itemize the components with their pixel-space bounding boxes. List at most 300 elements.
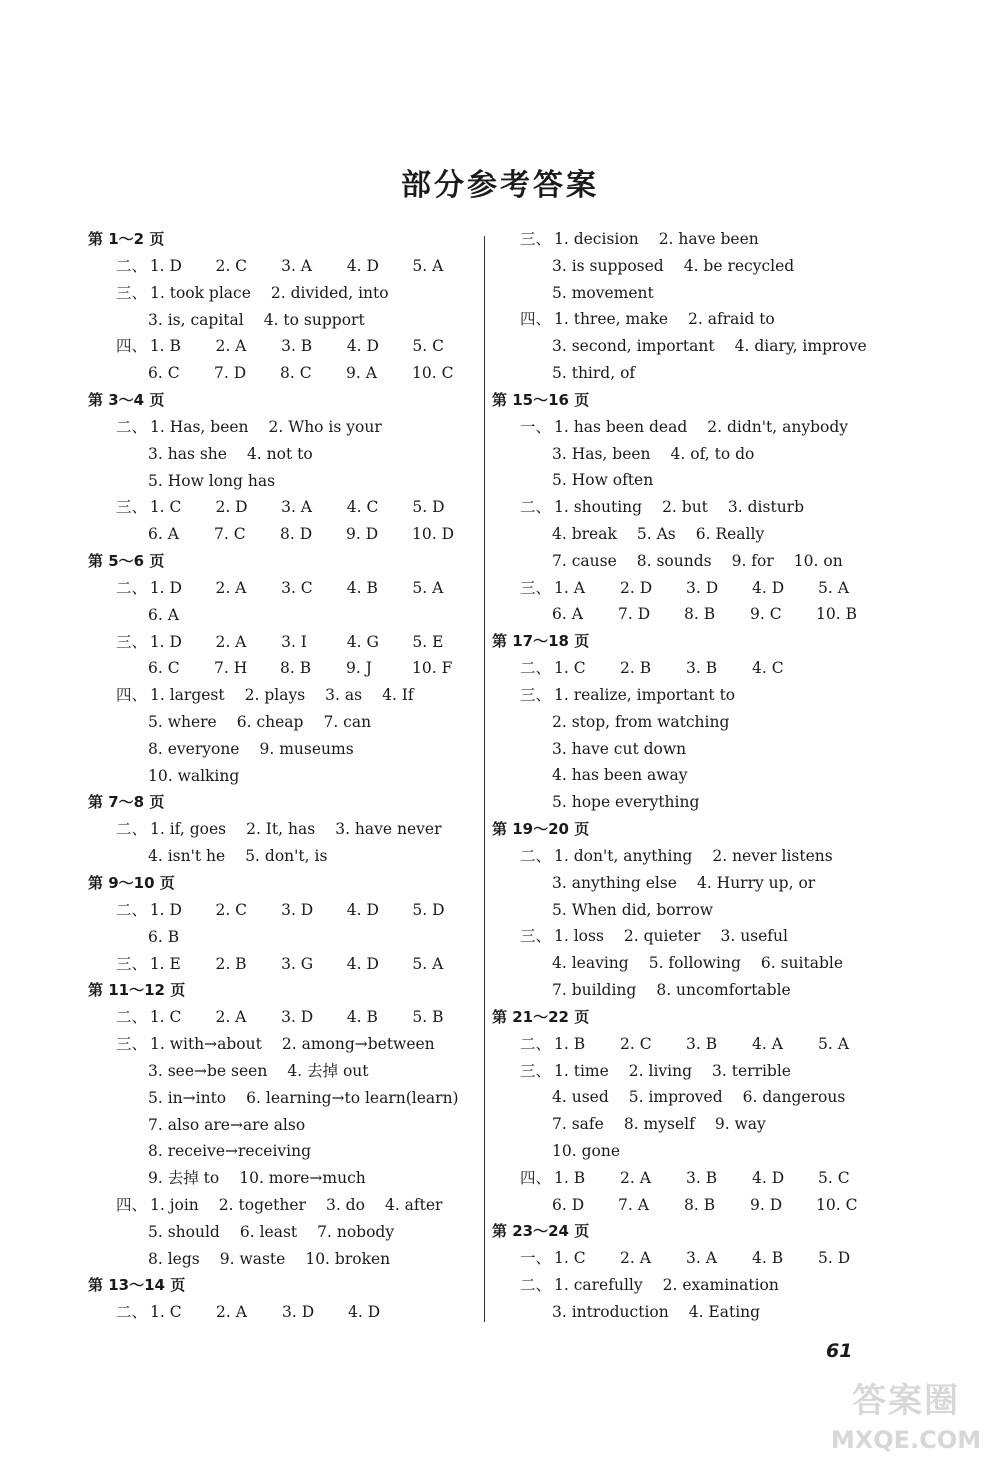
answer-item: 5. A bbox=[412, 954, 444, 973]
answer-item: 2. D bbox=[215, 498, 248, 517]
answer-item: 10. D bbox=[412, 525, 455, 544]
answer-line bbox=[492, 977, 912, 1004]
answer-item: 9. D bbox=[750, 1195, 783, 1214]
answer-line bbox=[88, 1165, 478, 1192]
answer-item: 6. D bbox=[552, 1195, 585, 1214]
answer-line bbox=[88, 1112, 478, 1139]
answer-item: 5. movement bbox=[552, 283, 654, 302]
section-heading: 第 1～2 页 bbox=[88, 230, 165, 248]
watermark-text: 答案圈 bbox=[852, 1381, 960, 1421]
answer-line bbox=[492, 360, 912, 387]
answer-line bbox=[88, 1299, 478, 1326]
question-group-label: 二、 bbox=[116, 900, 148, 919]
answer-item: 3. second, important bbox=[552, 337, 715, 356]
answer-line bbox=[88, 280, 478, 307]
answer-item: 6. A bbox=[148, 525, 179, 544]
answer-line bbox=[492, 521, 912, 548]
question-group-label: 四、 bbox=[116, 337, 148, 356]
answer-item: 7. safe bbox=[552, 1115, 604, 1134]
answer-section bbox=[88, 226, 478, 387]
answers-left-column bbox=[88, 226, 478, 1326]
answer-item: 1. took place bbox=[150, 283, 251, 302]
answer-item: 9. for bbox=[731, 551, 774, 570]
answer-item: 1. D bbox=[149, 578, 182, 597]
answer-line bbox=[88, 468, 478, 495]
answer-item: 9. museums bbox=[259, 739, 354, 758]
question-group-label: 四、 bbox=[116, 686, 148, 705]
page-number: 61 bbox=[826, 1340, 853, 1362]
answer-item: 1. C bbox=[149, 1008, 182, 1027]
answer-item: 2. C bbox=[215, 257, 248, 275]
answer-item: 1. D bbox=[149, 632, 182, 651]
answer-item: 2. examination bbox=[662, 1276, 779, 1295]
answer-item: 5. A bbox=[412, 578, 444, 597]
answer-item: 2. A bbox=[215, 578, 247, 597]
answer-item: 8. receive→receiving bbox=[148, 1142, 312, 1161]
answer-item: 4. B bbox=[346, 578, 378, 597]
question-group-label: 三、 bbox=[520, 230, 552, 248]
answer-line bbox=[88, 1219, 478, 1246]
watermark-url: MXQE.COM bbox=[830, 1426, 982, 1454]
answer-item: 4. C bbox=[346, 498, 379, 517]
answer-line bbox=[492, 1111, 912, 1138]
answer-item: 8. C bbox=[280, 364, 312, 383]
answer-item: 3. B bbox=[686, 1034, 718, 1053]
answer-item: 4. B bbox=[752, 1249, 784, 1268]
answer-line bbox=[492, 1299, 912, 1326]
answer-item: 1. A bbox=[554, 578, 585, 597]
answer-item: 3. useful bbox=[720, 927, 788, 946]
answer-item: 10. walking bbox=[148, 766, 240, 785]
answer-item: 1. Has, been bbox=[150, 417, 249, 436]
answer-item: 3. disturb bbox=[727, 498, 805, 517]
answer-item: 5. should bbox=[148, 1222, 220, 1241]
answer-item: 6. cheap bbox=[236, 712, 304, 731]
answer-item: 1. with→about bbox=[150, 1035, 262, 1054]
answer-item: 9. A bbox=[346, 364, 377, 383]
answer-item: 4. D bbox=[346, 900, 379, 919]
section-heading: 第 15～16 页 bbox=[492, 390, 590, 409]
answer-item: 2. A bbox=[215, 1008, 247, 1027]
answer-item: 3. have never bbox=[335, 820, 442, 839]
answer-item: 2. C bbox=[215, 900, 248, 919]
answer-item: 5. How long has bbox=[148, 471, 276, 490]
watermark-logo bbox=[820, 1378, 992, 1466]
answer-line bbox=[492, 1084, 912, 1111]
question-group-label: 二、 bbox=[520, 498, 552, 517]
answer-item: 4. 去掉 out bbox=[287, 1061, 369, 1080]
answer-item: 7. nobody bbox=[317, 1222, 395, 1241]
answer-section bbox=[492, 1004, 912, 1219]
answer-item: 1. D bbox=[149, 900, 182, 919]
answer-line bbox=[88, 763, 478, 790]
answer-line bbox=[88, 897, 478, 924]
answer-item: 2. living bbox=[628, 1061, 693, 1080]
answer-line bbox=[88, 951, 478, 978]
answer-item: 4. used bbox=[552, 1088, 609, 1107]
question-group-label: 四、 bbox=[116, 1195, 148, 1214]
answer-item: 6. Really bbox=[695, 524, 765, 543]
answer-line bbox=[88, 333, 478, 360]
answer-item: 9. D bbox=[346, 525, 379, 544]
answer-item: 8. uncomfortable bbox=[656, 980, 791, 999]
answer-line bbox=[88, 602, 478, 629]
answer-line bbox=[492, 1165, 912, 1192]
answer-item: 4. D bbox=[752, 1168, 785, 1187]
answer-item: 5. improved bbox=[628, 1088, 723, 1107]
answer-line bbox=[88, 494, 478, 521]
answer-item: 6. least bbox=[239, 1222, 298, 1241]
answer-item: 7. C bbox=[214, 525, 246, 544]
answer-item: 5. hope everything bbox=[552, 793, 700, 812]
answer-item: 3. A bbox=[281, 498, 313, 517]
answer-line bbox=[88, 1058, 478, 1085]
answer-item: 3. B bbox=[686, 1168, 718, 1187]
answer-item: 3. I bbox=[281, 632, 307, 651]
answer-item: 2. stop, from watching bbox=[552, 712, 730, 731]
answer-line bbox=[492, 1245, 912, 1272]
answer-item: 4. not to bbox=[246, 444, 313, 463]
answer-item: 5. third, of bbox=[552, 363, 636, 382]
answer-item: 10. broken bbox=[305, 1249, 391, 1268]
answer-item: 1. B bbox=[554, 1168, 586, 1187]
answer-item: 7. can bbox=[323, 712, 372, 731]
answer-item: 3. as bbox=[325, 686, 363, 705]
answer-item: 1. join bbox=[150, 1195, 199, 1214]
answer-item: 2. plays bbox=[244, 686, 306, 705]
section-heading: 第 3～4 页 bbox=[88, 390, 165, 409]
answer-item: 3. have cut down bbox=[552, 739, 687, 758]
answer-item: 6. learning→to learn(learn) bbox=[246, 1088, 459, 1107]
question-group-label: 三、 bbox=[520, 1061, 552, 1080]
answer-item: 6. C bbox=[148, 364, 180, 383]
answer-line bbox=[492, 1058, 912, 1085]
answer-line bbox=[492, 226, 912, 253]
answer-line bbox=[88, 629, 478, 656]
section-heading: 第 21～22 页 bbox=[492, 1007, 590, 1026]
answer-item: 1. E bbox=[149, 954, 181, 973]
answer-section bbox=[88, 977, 478, 1272]
answer-line bbox=[88, 1004, 478, 1031]
question-group-label: 三、 bbox=[116, 632, 148, 651]
answer-item: 10. B bbox=[816, 605, 857, 624]
answer-line bbox=[492, 1272, 912, 1299]
answer-item: 3. D bbox=[282, 1303, 315, 1322]
question-group-label: 一、 bbox=[520, 1249, 552, 1268]
answer-item: 7. A bbox=[618, 1195, 649, 1214]
answer-item: 3. introduction bbox=[552, 1302, 669, 1321]
answer-section bbox=[88, 548, 478, 789]
answer-item: 1. has been dead bbox=[554, 417, 688, 436]
question-group-label: 三、 bbox=[520, 578, 552, 597]
answer-line bbox=[492, 280, 912, 307]
answer-section bbox=[492, 387, 912, 628]
answer-item: 4. break bbox=[552, 524, 617, 543]
answer-item: 10. on bbox=[793, 551, 843, 570]
answer-item: 8. B bbox=[684, 605, 716, 624]
answer-item: 2. among→between bbox=[281, 1035, 435, 1054]
answer-line bbox=[492, 897, 912, 924]
answer-line bbox=[492, 467, 912, 494]
answer-item: 5. D bbox=[818, 1249, 851, 1268]
question-group-label: 二、 bbox=[520, 846, 552, 865]
answer-item: 7. D bbox=[214, 364, 247, 383]
answer-item: 3. B bbox=[281, 337, 313, 356]
answer-item: 3. D bbox=[281, 1008, 314, 1027]
answer-line bbox=[88, 1085, 478, 1112]
question-group-label: 二、 bbox=[520, 1034, 552, 1053]
answer-item: 9. 去掉 to bbox=[148, 1169, 220, 1188]
answer-item: 7. H bbox=[214, 659, 248, 678]
answer-line bbox=[88, 736, 478, 763]
answer-item: 1. B bbox=[554, 1034, 586, 1053]
answer-line bbox=[492, 762, 912, 789]
answer-item: 5. in→into bbox=[148, 1088, 227, 1107]
answer-line bbox=[492, 494, 912, 521]
answer-line bbox=[492, 1031, 912, 1058]
answer-section bbox=[492, 628, 912, 816]
answer-item: 2. but bbox=[662, 498, 708, 517]
answer-item: 5. A bbox=[818, 1034, 849, 1053]
section-heading: 第 9～10 页 bbox=[88, 873, 175, 892]
answer-item: 4. If bbox=[382, 686, 414, 705]
answer-item: 3. see→be seen bbox=[148, 1061, 268, 1080]
question-group-label: 二、 bbox=[520, 659, 552, 678]
answer-item: 2. B bbox=[620, 659, 652, 678]
answer-line bbox=[492, 870, 912, 897]
answer-line bbox=[492, 253, 912, 280]
answer-item: 4. D bbox=[346, 954, 379, 973]
answer-item: 1. C bbox=[554, 659, 586, 678]
answer-item: 8. B bbox=[280, 659, 312, 678]
answer-item: 1. don't, anything bbox=[554, 846, 693, 865]
answer-item: 5. E bbox=[412, 632, 444, 651]
answer-item: 4. isn't he bbox=[148, 847, 226, 866]
answer-line bbox=[88, 1031, 478, 1058]
answer-item: 1. loss bbox=[554, 927, 604, 946]
answer-item: 4. D bbox=[346, 337, 379, 356]
answer-item: 8. myself bbox=[623, 1115, 695, 1134]
question-group-label: 二、 bbox=[116, 1303, 148, 1322]
answer-item: 3. do bbox=[325, 1195, 365, 1214]
answer-section bbox=[492, 816, 912, 1004]
section-heading: 第 13～14 页 bbox=[88, 1276, 186, 1295]
answer-item: 3. terrible bbox=[712, 1061, 791, 1080]
answer-item: 6. C bbox=[148, 659, 180, 678]
answer-item: 6. suitable bbox=[760, 954, 844, 973]
answer-line bbox=[88, 307, 478, 334]
answer-item: 1. time bbox=[554, 1061, 609, 1080]
answer-item: 5. don't, is bbox=[245, 847, 328, 866]
answer-line bbox=[88, 1192, 478, 1219]
answer-item: 2. divided, into bbox=[270, 283, 389, 302]
answer-line bbox=[492, 789, 912, 816]
answer-item: 5. B bbox=[412, 1008, 444, 1027]
answer-item: 4. leaving bbox=[552, 954, 629, 973]
answer-line bbox=[492, 1192, 912, 1219]
answer-line bbox=[88, 1138, 478, 1165]
answer-item: 2. A bbox=[216, 1303, 247, 1322]
answer-item: 6. B bbox=[148, 927, 180, 946]
answer-line bbox=[88, 843, 478, 870]
answer-item: 2. A bbox=[215, 632, 247, 651]
answer-line bbox=[492, 923, 912, 950]
question-group-label: 二、 bbox=[116, 417, 148, 436]
answer-item: 1. C bbox=[149, 498, 182, 517]
answer-line bbox=[88, 521, 478, 548]
answer-item: 5. As bbox=[636, 524, 676, 543]
answer-item: 4. of, to do bbox=[670, 444, 755, 463]
question-group-label: 三、 bbox=[116, 954, 148, 973]
answer-item: 6. A bbox=[148, 605, 179, 624]
answer-item: 8. legs bbox=[148, 1249, 200, 1268]
answer-section bbox=[88, 870, 478, 977]
answer-item: 3. A bbox=[281, 257, 313, 275]
answer-item: 7. cause bbox=[552, 551, 617, 570]
answer-item: 4. Eating bbox=[688, 1302, 761, 1321]
answer-item: 8. everyone bbox=[148, 739, 240, 758]
answer-line bbox=[492, 414, 912, 441]
answer-item: 3. C bbox=[281, 578, 313, 597]
answer-line bbox=[492, 333, 912, 360]
answer-item: 10. F bbox=[412, 659, 453, 678]
answer-item: 3. anything else bbox=[552, 873, 677, 892]
answer-item: 5. When did, borrow bbox=[552, 900, 714, 919]
answer-item: 7. D bbox=[618, 605, 651, 624]
answer-line bbox=[88, 441, 478, 468]
answer-item: 3. B bbox=[686, 659, 718, 678]
answer-section bbox=[492, 1218, 912, 1325]
answer-item: 5. D bbox=[412, 900, 445, 919]
answer-line bbox=[492, 548, 912, 575]
answer-item: 2. A bbox=[215, 337, 247, 356]
answer-line bbox=[88, 709, 478, 736]
answer-item: 9. J bbox=[346, 659, 372, 678]
answer-line bbox=[88, 924, 478, 951]
answer-item: 1. B bbox=[149, 337, 181, 356]
answer-item: 9. waste bbox=[219, 1249, 286, 1268]
answer-section bbox=[492, 226, 912, 387]
answer-item: 2. Who is your bbox=[268, 417, 382, 436]
answer-line bbox=[492, 709, 912, 736]
answer-item: 4. G bbox=[346, 632, 379, 651]
column-divider bbox=[484, 236, 485, 1322]
answer-line bbox=[88, 414, 478, 441]
answer-item: 3. D bbox=[686, 578, 719, 597]
answer-section bbox=[88, 1272, 478, 1326]
answer-item: 2. have been bbox=[658, 230, 759, 248]
answer-item: 4. diary, improve bbox=[734, 337, 867, 356]
question-group-label: 二、 bbox=[520, 1276, 552, 1295]
answer-item: 3. Has, been bbox=[552, 444, 651, 463]
answer-line bbox=[492, 843, 912, 870]
answer-item: 10. C bbox=[816, 1195, 858, 1214]
answer-item: 2. didn't, anybody bbox=[707, 417, 849, 436]
question-group-label: 一、 bbox=[520, 417, 552, 436]
answer-section bbox=[88, 789, 478, 870]
answer-item: 4. has been away bbox=[552, 766, 688, 785]
answer-line bbox=[88, 575, 478, 602]
question-group-label: 四、 bbox=[520, 310, 552, 329]
answer-item: 4. D bbox=[348, 1303, 381, 1322]
answer-item: 4. B bbox=[346, 1008, 378, 1027]
question-group-label: 三、 bbox=[116, 283, 148, 302]
answer-item: 3. A bbox=[686, 1249, 717, 1268]
question-group-label: 二、 bbox=[116, 1008, 148, 1027]
answer-item: 5. following bbox=[648, 954, 741, 973]
answer-section bbox=[88, 387, 478, 548]
answer-item: 5. A bbox=[818, 578, 849, 597]
answer-item: 5. How often bbox=[552, 471, 654, 490]
section-heading: 第 7～8 页 bbox=[88, 793, 165, 812]
question-group-label: 二、 bbox=[116, 820, 148, 839]
answer-item: 10. C bbox=[412, 364, 454, 383]
answer-item: 9. way bbox=[714, 1115, 766, 1134]
section-heading: 第 23～24 页 bbox=[492, 1222, 590, 1241]
answer-item: 7. also are→are also bbox=[148, 1115, 306, 1134]
answer-item: 4. after bbox=[384, 1195, 443, 1214]
answers-right-column bbox=[492, 226, 912, 1326]
answer-line bbox=[492, 950, 912, 977]
answer-item: 1. carefully bbox=[554, 1276, 643, 1295]
answer-item: 2. afraid to bbox=[688, 310, 775, 329]
answer-item: 2. A bbox=[620, 1168, 651, 1187]
answer-line bbox=[492, 1138, 912, 1165]
section-heading: 第 11～12 页 bbox=[88, 981, 186, 1000]
answer-item: 4. D bbox=[752, 578, 785, 597]
answer-item: 10. more→much bbox=[239, 1169, 366, 1188]
answer-item: 4. Hurry up, or bbox=[696, 873, 816, 892]
answer-item: 1. shouting bbox=[554, 498, 643, 517]
answer-line bbox=[492, 736, 912, 763]
answer-line bbox=[492, 441, 912, 468]
answer-line bbox=[88, 816, 478, 843]
answer-item: 6. A bbox=[552, 605, 583, 624]
answer-line bbox=[492, 575, 912, 602]
question-group-label: 四、 bbox=[520, 1168, 552, 1187]
answer-item: 3. is, capital bbox=[148, 310, 244, 329]
answer-item: 3. D bbox=[281, 900, 314, 919]
answer-item: 9. C bbox=[750, 605, 782, 624]
answer-item: 10. gone bbox=[552, 1141, 620, 1160]
answer-line bbox=[88, 682, 478, 709]
question-group-label: 二、 bbox=[116, 578, 148, 597]
question-group-label: 三、 bbox=[520, 685, 552, 704]
answer-item: 5. C bbox=[818, 1168, 850, 1187]
answer-item: 1. if, goes bbox=[150, 820, 227, 839]
answer-item: 4. to support bbox=[263, 310, 365, 329]
question-group-label: 三、 bbox=[520, 927, 552, 946]
answer-item: 4. A bbox=[752, 1034, 783, 1053]
question-group-label: 三、 bbox=[116, 1035, 148, 1054]
answer-item: 1. largest bbox=[150, 686, 225, 705]
page-title: 部分参考答案 bbox=[401, 168, 599, 203]
answer-item: 2. C bbox=[620, 1034, 652, 1053]
answer-item: 5. C bbox=[412, 337, 444, 356]
section-heading: 第 5～6 页 bbox=[88, 551, 165, 570]
answer-line bbox=[492, 306, 912, 333]
answer-item: 1. C bbox=[150, 1303, 182, 1322]
answer-line bbox=[492, 601, 912, 628]
answer-item: 8. D bbox=[280, 525, 313, 544]
answer-item: 1. D bbox=[149, 257, 182, 275]
answer-item: 2. B bbox=[215, 954, 247, 973]
answer-item: 1. three, make bbox=[554, 310, 669, 329]
answer-item: 1. realize, important to bbox=[554, 685, 736, 704]
answer-item: 5. where bbox=[148, 712, 217, 731]
section-heading: 第 19～20 页 bbox=[492, 819, 590, 838]
answer-item: 3. G bbox=[281, 954, 314, 973]
